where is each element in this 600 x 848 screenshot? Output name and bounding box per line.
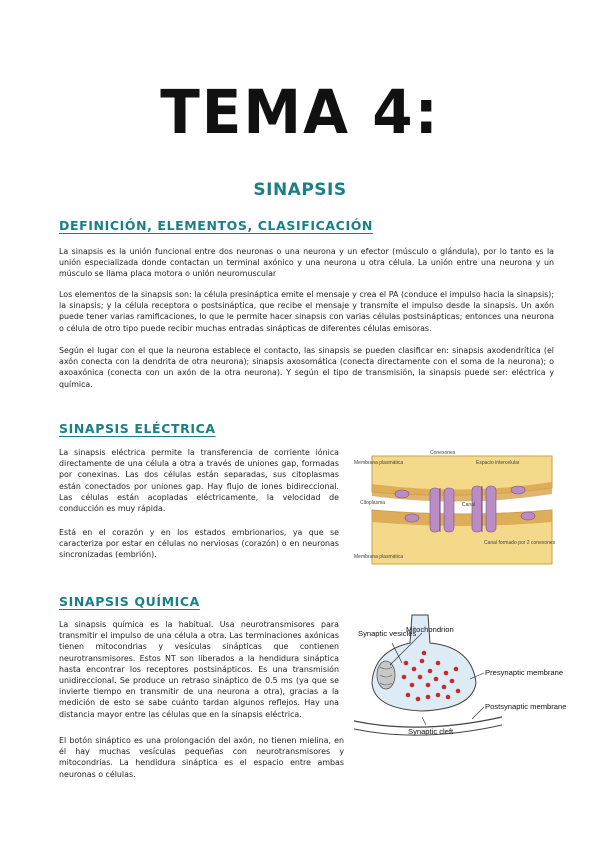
paragraph-quimica-1: La sinapsis química es la habitual. Usa neurotransmisores para transmitir el impulso de una célula a otra. Las terminaciones axónicas tienen mitocondrias y vesículas sinápticas que contienen neurotransmisores. Estos NT son liberados a la hendidura sináptica hasta encontrar los receptores postsinápticos. Es una transmisión unidireccional. Se produce un retraso sináptico de 0.5 ms (ya que se invierte tiempo en transmitir de una neurona a otra), gracias a la medición de esto se sabe cuánto tardan algunos reflejos. Hay una distancia mayor entre las células que en la sinapsis eléctrica. xyxy=(59,620,339,719)
paragraph-electrica-2: Está en el corazón y en los estados embrionarios, ya que se caracteriza por estar en células no nerviosas (corazón) o en neuronas sincronizadas (embrión). xyxy=(59,528,339,560)
paragraph-quimica-2: El botón sináptico es una prolongación del axón, no tienen mielina, en él hay muchas vesículas pequeñas con neurotransmisores y mitocondrias. La hendidura sináptica es el espacio entre ambas neuronas o células. xyxy=(59,736,344,779)
figure-gap-junction xyxy=(352,448,556,570)
fig2-label-cleft: Synaptic cleft xyxy=(408,727,454,736)
fig2-label-mitochondrion: Mitochondrion xyxy=(406,625,454,634)
paragraph-definicion-2: Los elementos de la sinapsis son: la célula presináptica emite el mensaje y crea el PA (conduce el impulso hacia la sinapsis); la sinapsis; y la célula receptora o postsináptica, que recibe el mensaje y transmite el impulso desde la sinapsis. Un axón puede tener varias ramificaciones, lo que le permite hacer sinapsis con varias células postsinápticas; entonces una neurona o célula de otro tipo puede recibir muchas entradas sinápticas de diferentes células emisoras. xyxy=(59,290,554,333)
paragraph-definicion-1: La sinapsis es la unión funcional entre dos neuronas o una neurona y un efector (músculo o glándula), por lo tanto es la unión especializada donde contactan un terminal axónico y una neurona u otra célula. La unión entre una neurona y un músculo se llama placa motora o unión neuromuscular xyxy=(59,247,554,279)
chemical-synapse-diagram xyxy=(352,613,567,736)
fig2-label-presynaptic: Presynaptic membrane xyxy=(485,668,564,677)
fig1-label-bottom-left: Membrana plasmática xyxy=(354,554,404,560)
figure-chemical-synapse xyxy=(352,613,567,736)
fig2-label-vesicles: Synaptic vesicles xyxy=(358,629,417,638)
fig2-label-postsynaptic: Postsynaptic membrane xyxy=(485,702,567,711)
page-subtitle: SINAPSIS xyxy=(253,180,347,200)
paragraph-definicion-3: Según el lugar con el que la neurona establece el contacto, las sinapsis se pueden clasificar en: sinapsis axodendrítica (el axón conecta con la dendrita de otra neurona); sinapsis axosomática (conecta directamente con el soma de la neurona); o axoaxónica (conecta con un axón de la otra neurona). Y según el tipo de transmisión, la sinapsis puede ser: eléctrica y química. xyxy=(59,346,554,389)
section-heading-electrica: SINAPSIS ELÉCTRICA xyxy=(59,421,216,436)
fig1-label-left-top: Membrana plasmática xyxy=(354,460,404,466)
fig1-label-left-mid: Citoplasma xyxy=(360,500,386,506)
section-heading-definicion: DEFINICIÓN, ELEMENTOS, CLASIFICACIÓN xyxy=(59,218,373,233)
fig1-label-top2: Espacio intercelular xyxy=(476,460,520,466)
gap-junction-diagram xyxy=(352,448,556,570)
page-title: TEMA 4: xyxy=(160,76,440,148)
section-heading-quimica: SINAPSIS QUÍMICA xyxy=(59,594,200,609)
fig1-label-top1: Conexones xyxy=(430,450,456,456)
fig1-label-bottom-right: Canal formado por 2 conexones xyxy=(484,540,556,546)
paragraph-electrica-1: La sinapsis eléctrica permite la transferencia de corriente iónica directamente de una célula a otra a través de uniones gap, formadas por conexinas. Las dos células están separadas, sus citoplasmas están conectados por uniones gap. Hay flujo de iones bidireccional. Las células están acopladas eléctricamente, la velocidad de conducción es muy rápida. xyxy=(59,448,339,514)
fig1-label-mid: Canal xyxy=(462,502,476,508)
